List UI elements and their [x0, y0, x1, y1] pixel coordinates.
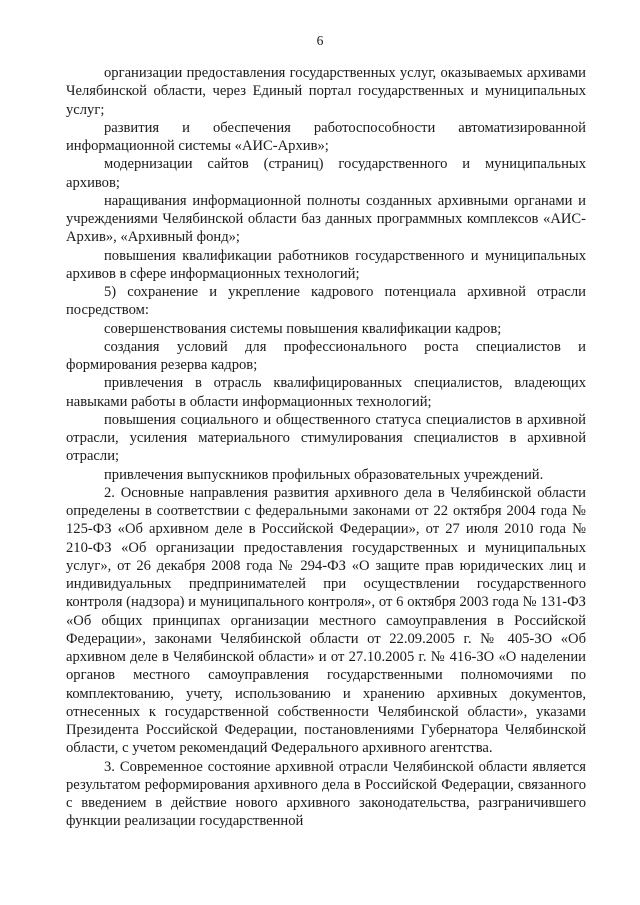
paragraph: организации предоставления государственных услуг, оказываемых архивами Челябинской области, через Единый портал государственных и муниципальных услуг;	[66, 65, 586, 118]
paragraph: повышения социального и общественного статуса специалистов в архивной отрасли, усиления материального стимулирования специалистов в архивной отрасли;	[66, 411, 586, 465]
paragraph: наращивания информационной полноты созданных архивными органами и учреждениями Челябинской области баз данных программных комплексов «АИС-Архив», «Архивный фонд»;	[66, 192, 586, 246]
paragraph: повышения квалификации работников государственного и муниципальных архивов в сфере информационных технологий;	[66, 247, 586, 282]
paragraph: привлечения выпускников профильных образовательных учреждений.	[104, 466, 544, 483]
document-body	[66, 64, 586, 831]
paragraph: создания условий для профессионального роста специалистов и формирования резерва кадров;	[66, 338, 586, 373]
paragraph: развития и обеспечения работоспособности автоматизированной информационной системы «АИС-Архив»;	[66, 119, 586, 154]
paragraph: 2. Основные направления развития архивного дела в Челябинской области определены в соответствии с федеральными законами от 22 октября 2004 года № 125-ФЗ «Об архивном деле в Российской Федерации», от 27 июля 2010 года № 210-ФЗ «Об организации предоставления государственных и муниципальных услуг», от 26 декабря 2008 года № 294-ФЗ «О защите прав юридических лиц и индивидуальных предпринимателей при осуществлении государственного контроля (надзора) и муниципального контроля», от 6 октября 2003 года № 131-ФЗ «Об общих принципах организации местного самоуправления в Российской Федерации», законами Челябинской области от 22.09.2005 г. № 405-ЗО «Об архивном деле в Челябинской области» и от 27.10.2005 г. № 416-ЗО «О наделении органов местного самоуправления государственными полномочиями по комплектованию, учету, использованию и хранению архивных документов, отнесенных к государственной собственности Челябинской области», указами Президента Российской Федерации, постановлениями Губернатора Челябинской области, с учетом рекомендаций Федерального архивного агентства.	[66, 484, 586, 757]
paragraph: привлечения в отрасль квалифицированных специалистов, владеющих навыками работы в области информационных технологий;	[66, 375, 586, 410]
paragraph: модернизации сайтов (страниц) государственного и муниципальных архивов;	[66, 156, 586, 191]
page-number: 6	[316, 33, 324, 48]
paragraph: 5) сохранение и укрепление кадрового потенциала архивной отрасли посредством:	[66, 284, 586, 319]
paragraph: 3. Современное состояние архивной отрасли Челябинской области является результатом реформирования архивного дела в Российской Федерации, связанного с введением в действие нового архивного законодательства, разграничившего функции реализации государственной	[66, 758, 586, 830]
paragraph: совершенствования системы повышения квалификации кадров;	[104, 320, 502, 337]
